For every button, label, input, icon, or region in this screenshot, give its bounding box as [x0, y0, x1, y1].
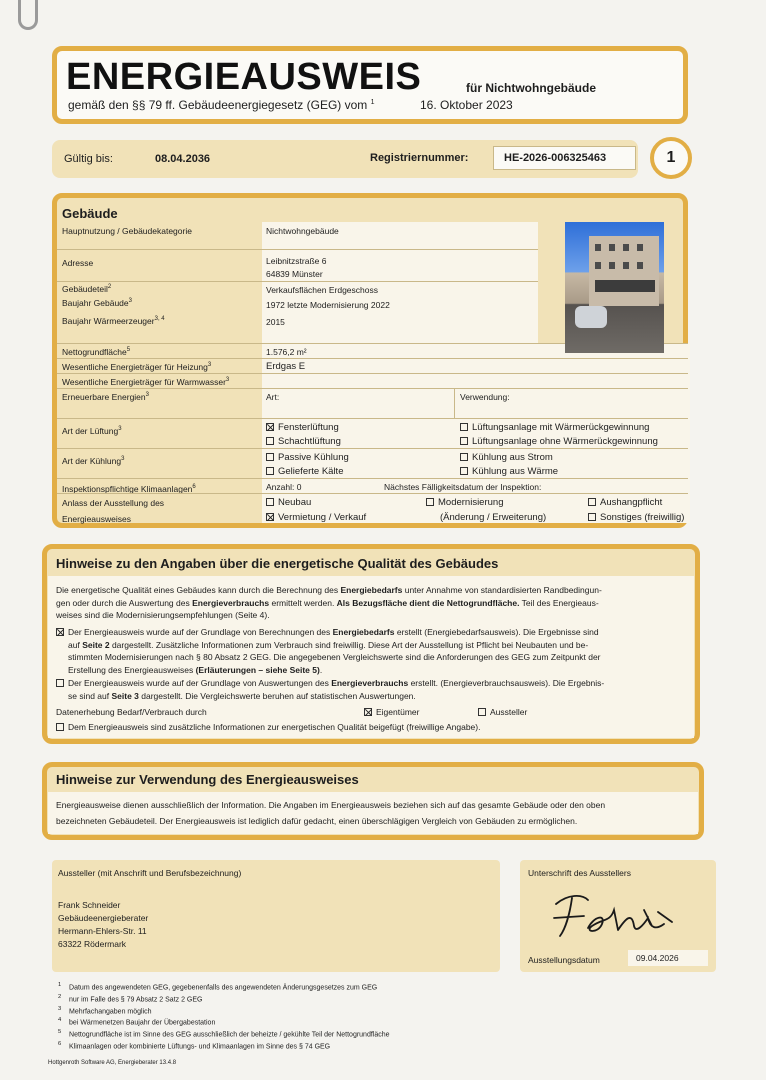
- checkbox-icon[interactable]: [588, 513, 596, 521]
- ventilation-label: Art der Lüftung$^3$: [62, 426, 122, 436]
- handwritten-signature: [548, 888, 678, 942]
- page-number-badge: 1: [650, 137, 692, 179]
- heating-carrier-label: Wesentliche Energieträger für Heizung$^3$: [62, 362, 212, 372]
- cooling-label: Art der Kühlung$^3$: [62, 456, 125, 466]
- heating-carrier-value: Erdgas E: [266, 361, 306, 372]
- issuer-profession: Gebäudeenergieberater: [58, 913, 149, 923]
- vent-without-recovery-option[interactable]: Lüftungsanlage ohne Wärmerückgewinnung: [460, 436, 658, 447]
- checkbox-checked-icon[interactable]: [266, 423, 274, 431]
- reason-modernization-option[interactable]: Modernisierung: [426, 497, 503, 508]
- reason-posting-option[interactable]: Aushangpflicht: [588, 497, 662, 508]
- window: [623, 262, 629, 269]
- law-reference: gemäß den §§ 79 ff. Gebäudeenergiegesetz (GEG) vom $^1$: [68, 98, 375, 112]
- year-value: 1972 letzte Modernisierung 2022: [266, 300, 390, 310]
- address-line-1: Leibnitzstraße 6: [266, 256, 327, 266]
- checkbox-icon[interactable]: [266, 498, 274, 506]
- building-values-area-lower: [262, 343, 690, 523]
- checkbox-icon[interactable]: [460, 453, 468, 461]
- usage-label: Hauptnutzung / Gebäudekategorie: [62, 226, 192, 236]
- checkbox-icon[interactable]: [56, 723, 64, 731]
- row-divider: [57, 358, 688, 359]
- registration-label: Registriernummer:: [370, 152, 469, 164]
- checkbox-icon[interactable]: [56, 679, 64, 687]
- law-date: 16. Oktober 2023: [420, 98, 513, 112]
- heater-year-value: 2015: [266, 317, 285, 327]
- data-collection-label: Datenerhebung Bedarf/Verbrauch durch: [56, 707, 207, 717]
- window: [637, 244, 643, 251]
- calc-demand-option[interactable]: Der Energieausweis wurde auf der Grundlage von Berechnungen des Energiebedarfs erstellt (Energiebedarfsausweis). Die Ergebnisse sind auf Seite 2 dargestellt. Zusätzliche Informationen zum Verbrauch sind freiwillig. Diese Art der Ausstellung ist Pflicht bei Neubauten und be- stimmten Modernisierungen nach § 80 Absatz 2 GEG. Die angegebenen Vergleichswerte sind die Anforderungen des GEG zum Zeitpunkt der Erstellung des Energieausweises (Erläuterungen – siehe Seite 5).: [56, 626, 692, 676]
- window: [609, 262, 615, 269]
- car: [575, 306, 607, 328]
- quality-intro: Die energetische Qualität eines Gebäudes kann durch die Berechnung des Energiebedarfs unter Annahme von standardisierten Randbedingun- gen oder durch die Auswertung des Energieverbrauchs ermittelt werden. Als Bezugsfläche dient die Nettogrundfläche. Teil des Energieaus- weises sind die Modernisierungsempfehlungen (Seite 4).: [56, 585, 602, 620]
- part-label: Gebäudeteil$^2$: [62, 284, 112, 294]
- reason-rental-option[interactable]: Vermietung / Verkauf: [266, 512, 366, 523]
- issuer-name: Frank Schneider: [58, 900, 121, 910]
- row-divider: [57, 478, 688, 479]
- part-value: Verkaufsflächen Erdgeschoss: [266, 285, 378, 295]
- address-label: Adresse: [62, 258, 94, 268]
- quality-section-title: Hinweise zu den Angaben über die energetische Qualität des Gebäudes: [56, 556, 499, 571]
- footnote: $^2$ nur im Falle des § 79 Absatz 2 Satz 2 GEG: [58, 993, 203, 1004]
- row-divider: [57, 281, 538, 282]
- building-photo: [565, 222, 664, 353]
- window: [637, 262, 643, 269]
- consumption-option[interactable]: Der Energieausweis wurde auf der Grundlage von Auswertungen des Energieverbrauchs erstellt. (Energieverbrauchsausweis). Die Ergebnis- se sind auf Seite 3 dargestellt. Die Vergleichswerte beruhen auf statistischen Auswertungen.: [56, 677, 692, 702]
- inspection-next-date: Nächstes Fälligkeitsdatum der Inspektion:: [384, 482, 542, 492]
- window: [609, 244, 615, 251]
- reason-other-option[interactable]: Sonstiges (freiwillig): [588, 512, 684, 523]
- reason-label-1: Anlass der Ausstellung des: [62, 498, 165, 508]
- cool-passive-option[interactable]: Passive Kühlung: [266, 452, 349, 463]
- signature-label: Unterschrift des Ausstellers: [528, 868, 631, 878]
- vent-shaft-option[interactable]: Schachtlüftung: [266, 436, 341, 447]
- footnotes: [58, 981, 698, 1052]
- usage-line-1: Energieausweise dienen ausschließlich der Information. Die Angaben im Energieausweis beziehen sich auf das gesamte Gebäude oder den oben: [56, 800, 606, 810]
- inspection-label: Inspektionspflichtige Klimaanlagen$^6$: [62, 484, 196, 494]
- issue-date-value: 09.04.2026: [628, 950, 708, 966]
- checkbox-icon[interactable]: [460, 467, 468, 475]
- reason-label-2: Energieausweises: [62, 514, 131, 524]
- checkbox-icon[interactable]: [460, 423, 468, 431]
- cool-electric-option[interactable]: Kühlung aus Strom: [460, 452, 553, 463]
- valid-until-label: Gültig bis:: [64, 153, 113, 165]
- data-owner-option[interactable]: Eigentümer: [364, 706, 419, 719]
- checkbox-checked-icon[interactable]: [266, 513, 274, 521]
- checkbox-icon[interactable]: [266, 453, 274, 461]
- document-title: ENERGIEAUSWEIS: [66, 56, 422, 98]
- area-label: Nettogrundfläche$^5$: [62, 347, 131, 357]
- vent-window-option[interactable]: Fensterlüftung: [266, 422, 339, 433]
- registration-number: HE-2026-006325463: [493, 146, 636, 170]
- data-issuer-option[interactable]: Aussteller: [478, 706, 527, 719]
- footnote: $^1$ Datum des angewendeten GEG, gegebenenfalls des angewendeten Änderungsgesetzes zum GEG: [58, 982, 378, 992]
- row-divider: [57, 388, 688, 389]
- software-credit: Hottgenroth Software AG, Energieberater 13.4.8: [48, 1060, 177, 1066]
- renewable-use-label: Verwendung:: [460, 392, 510, 402]
- window: [595, 244, 601, 251]
- heater-year-label: Baujahr Wärmeerzeuger$^{3, 4}$: [62, 316, 165, 326]
- checkbox-icon[interactable]: [266, 467, 274, 475]
- shopfront: [595, 280, 655, 292]
- extra-info-option[interactable]: Dem Energieausweis sind zusätzliche Informationen zur energetischen Qualität beigefügt (freiwillige Angabe).: [56, 721, 480, 734]
- usage-section-title: Hinweise zur Verwendung des Energieausweises: [56, 772, 359, 787]
- issuer-street: Hermann-Ehlers-Str. 11: [58, 926, 147, 936]
- row-divider: [57, 418, 688, 419]
- usage-line-2: bezeichneten Gebäudeteil. Der Energieausweis ist lediglich dafür gedacht, einen überschlägigen Vergleich von Gebäuden zu ermöglichen.: [56, 816, 578, 826]
- row-divider: [57, 373, 688, 374]
- renewable-label: Erneuerbare Energien$^3$: [62, 392, 149, 402]
- cool-delivered-option[interactable]: Gelieferte Kälte: [266, 466, 343, 477]
- water-carrier-label: Wesentliche Energieträger für Warmwasser$^3$: [62, 377, 230, 387]
- footnote: $^5$ Nettogrundfläche ist im Sinne des GEG ausschließlich der beheizte / gekühlte Teil der Nettogrundfläche: [58, 1029, 390, 1039]
- cool-heat-option[interactable]: Kühlung aus Wärme: [460, 466, 558, 477]
- checkbox-icon[interactable]: [460, 437, 468, 445]
- column-divider: [454, 388, 455, 418]
- usage-value: Nichtwohngebäude: [266, 226, 339, 236]
- window: [623, 244, 629, 251]
- footnote: $^6$ Klimaanlagen oder kombinierte Lüftungs- und Klimaanlagen im Sinne des § 74 GEG: [58, 1041, 331, 1051]
- row-divider: [57, 493, 688, 494]
- checkbox-icon[interactable]: [478, 708, 486, 716]
- reason-new-building-option[interactable]: Neubau: [266, 497, 311, 508]
- issuer-city: 63322 Rödermark: [58, 939, 127, 949]
- row-divider: [57, 448, 688, 449]
- footnote: $^4$ bei Wärmenetzen Baujahr der Übergabestation: [58, 1017, 216, 1027]
- area-value: 1.576,2 m²: [266, 347, 307, 357]
- inspection-count: Anzahl: 0: [266, 482, 302, 492]
- paper-clip-icon: [18, 0, 38, 30]
- checkbox-checked-icon[interactable]: [56, 628, 64, 636]
- vent-with-recovery-option[interactable]: Lüftungsanlage mit Wärmerückgewinnung: [460, 422, 649, 433]
- row-divider: [57, 249, 538, 250]
- checkbox-icon[interactable]: [266, 437, 274, 445]
- address-line-2: 64839 Münster: [266, 269, 323, 279]
- checkbox-icon[interactable]: [588, 498, 596, 506]
- reason-modernization-note: (Änderung / Erweiterung): [440, 512, 547, 523]
- footnote: $^3$ Mehrfachangaben möglich: [58, 1005, 152, 1015]
- issue-date-label: Ausstellungsdatum: [528, 955, 600, 965]
- issuer-label: Aussteller (mit Anschrift und Berufsbezeichnung): [58, 868, 242, 878]
- year-label: Baujahr Gebäude$^3$: [62, 298, 132, 308]
- building-section-title: Gebäude: [62, 206, 118, 221]
- window: [595, 262, 601, 269]
- checkbox-checked-icon[interactable]: [364, 708, 372, 716]
- valid-until-value: 08.04.2036: [155, 153, 211, 165]
- checkbox-icon[interactable]: [426, 498, 434, 506]
- renewable-type-label: Art:: [266, 392, 280, 402]
- document-subtitle: für Nichtwohngebäude: [466, 81, 596, 95]
